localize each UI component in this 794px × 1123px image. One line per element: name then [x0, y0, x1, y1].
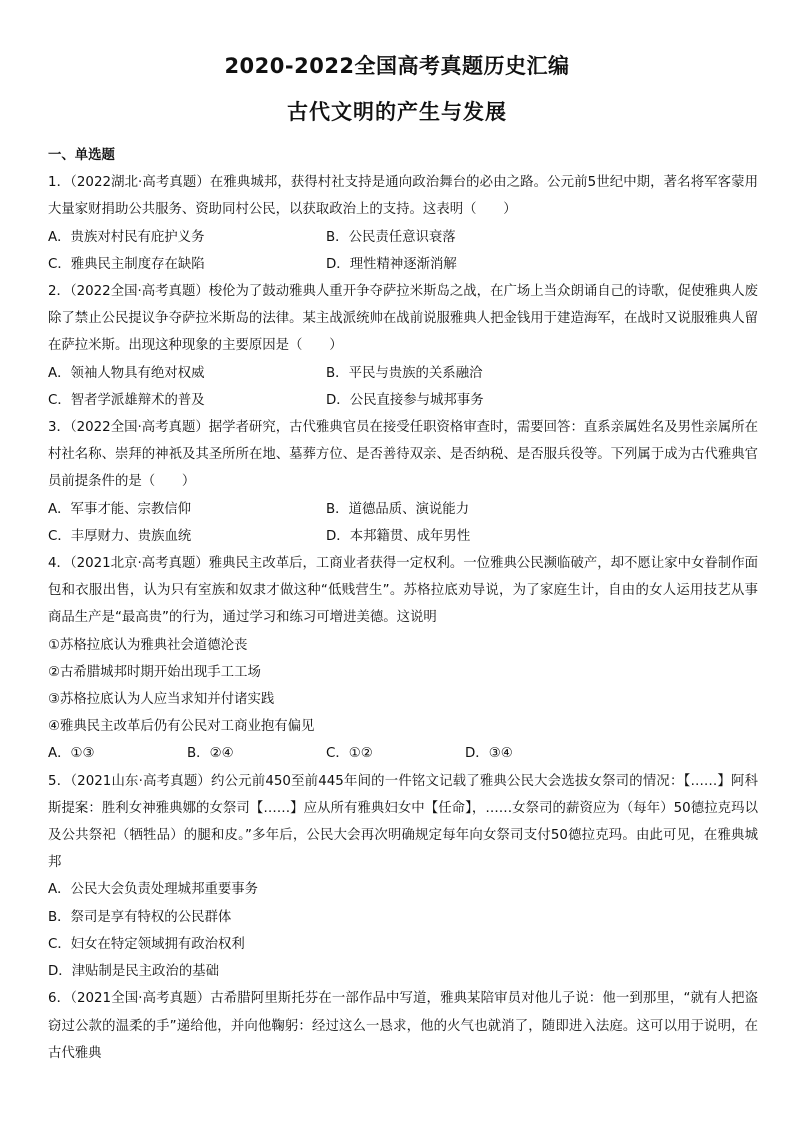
question-stem-1: 1．（2022湖北·高考真题）在雅典城邦，获得村社支持是通向政治舞台的必由之路。公元前5世纪中期，著名将军客蒙用大量家财捐助公共服务、资助同村公民，以获取政治上的支持。这表明（ ） — [48, 175, 758, 218]
options-row — [48, 360, 758, 387]
option-d[interactable]: D．公民直接参与城邦事务 — [326, 392, 484, 408]
option-b[interactable]: B．平民与贵族的关系融洽 — [326, 365, 483, 381]
question-stem-5: 5．（2021山东·高考真题）约公元前450至前445年间的一件铭文记载了雅典公民大会选拔女祭司的情况：【……】阿科斯提案：胜利女神雅典娜的女祭司【……】应从所有雅典妇女中【任命】，……女祭司的薪资应为（每年）50德拉克玛以及公共祭祀（牺牲品）的腿和皮。”多年后，公民大会再次明确规定每年向女祭司支付50德拉克玛。由此可见，在雅典城邦 — [48, 773, 758, 871]
options-row — [48, 387, 758, 414]
statement-item-1: ①苏格拉底认为雅典社会道德沦丧 — [48, 637, 248, 653]
option-d[interactable]: D．③④ — [465, 746, 513, 762]
option-c[interactable]: C．智者学派雄辩术的普及 — [48, 392, 205, 408]
statement-item-2: ②古希腊城邦时期开始出现手工工场 — [48, 664, 261, 680]
option-d[interactable]: D．本邦籍贯、成年男性 — [326, 528, 471, 544]
document-subtitle: 古代文明的产生与发展 — [287, 100, 507, 124]
option-d[interactable]: D．理性精神逐渐消解 — [326, 256, 457, 272]
option-b[interactable]: B．公民责任意识衰落 — [326, 229, 456, 245]
option-b[interactable]: B．②④ — [187, 746, 234, 762]
option-a[interactable]: A．贵族对村民有庇护义务 — [48, 229, 205, 245]
option-b[interactable]: B．祭司是享有特权的公民群体 — [48, 909, 232, 925]
option-a[interactable]: A．公民大会负责处理城邦重要事务 — [48, 882, 259, 898]
statement-item-4: ④雅典民主改革后仍有公民对工商业抱有偏见 — [48, 719, 315, 735]
option-a[interactable]: A．①③ — [48, 746, 95, 762]
question-list — [48, 142, 758, 1067]
option-b[interactable]: B．道德品质、演说能力 — [326, 501, 470, 517]
options-row — [48, 740, 758, 767]
section-heading: 一、单选题 — [48, 148, 115, 163]
question-stem-2: 2．（2022全国·高考真题）梭伦为了鼓动雅典人重开争夺萨拉米斯岛之战，在广场上当众朗诵自己的诗歌，促使雅典人废除了禁止公民提议争夺萨拉米斯岛的法律。某主战派统帅在战前说服雅典人把金钱用于建造海军，在战时又说服雅典人留在萨拉米斯。出现这种现象的主要原因是（ ） — [48, 284, 758, 354]
option-c[interactable]: C．丰厚财力、贵族血统 — [48, 528, 192, 544]
option-a[interactable]: A．军事才能、宗教信仰 — [48, 501, 192, 517]
options-row — [48, 224, 758, 251]
options-row — [48, 251, 758, 278]
option-c[interactable]: C．妇女在特定领域拥有政治权利 — [48, 936, 245, 952]
option-a[interactable]: A．领袖人物具有绝对权威 — [48, 365, 205, 381]
option-c[interactable]: C．雅典民主制度存在缺陷 — [48, 256, 205, 272]
options-row — [48, 496, 758, 523]
question-stem-3: 3．（2022全国·高考真题）据学者研究，古代雅典官员在接受任职资格审查时，需要回答：直系亲属姓名及男性亲属所在村社名称、崇拜的神祇及其圣所所在地、墓葬方位、是否善待双亲、是否纳税、是否服兵役等。下列属于成为古代雅典官员前提条件的是（ ） — [48, 420, 758, 490]
option-c[interactable]: C．①② — [326, 746, 373, 762]
options-row — [48, 523, 758, 550]
statement-item-3: ③苏格拉底认为人应当求知并付诸实践 — [48, 692, 275, 708]
question-stem-4: 4．（2021北京·高考真题）雅典民主改革后，工商业者获得一定权利。一位雅典公民濒临破产，却不愿让家中女眷制作面包和衣服出售，认为只有室族和奴隶才做这种“低贱营生”。苏格拉底劝导说，为了家庭生计，自由的女人运用技艺从事商品生产是“最高贵”的行为，通过学习和练习可增进美德。这说明 — [48, 556, 758, 626]
question-stem-6: 6．（2021全国·高考真题）古希腊阿里斯托芬在一部作品中写道，雅典某陪审员对他儿子说：他一到那里，“就有人把盗窃过公款的温柔的手”递给他，并向他鞠躬：经过这么一恳求，他的火气也就消了，随即进入法庭。这可以用于说明，在古代雅典 — [48, 991, 758, 1061]
option-d[interactable]: D．津贴制是民主政治的基础 — [48, 964, 219, 980]
document-title: 2020-2022全国高考真题历史汇编 — [224, 54, 570, 78]
